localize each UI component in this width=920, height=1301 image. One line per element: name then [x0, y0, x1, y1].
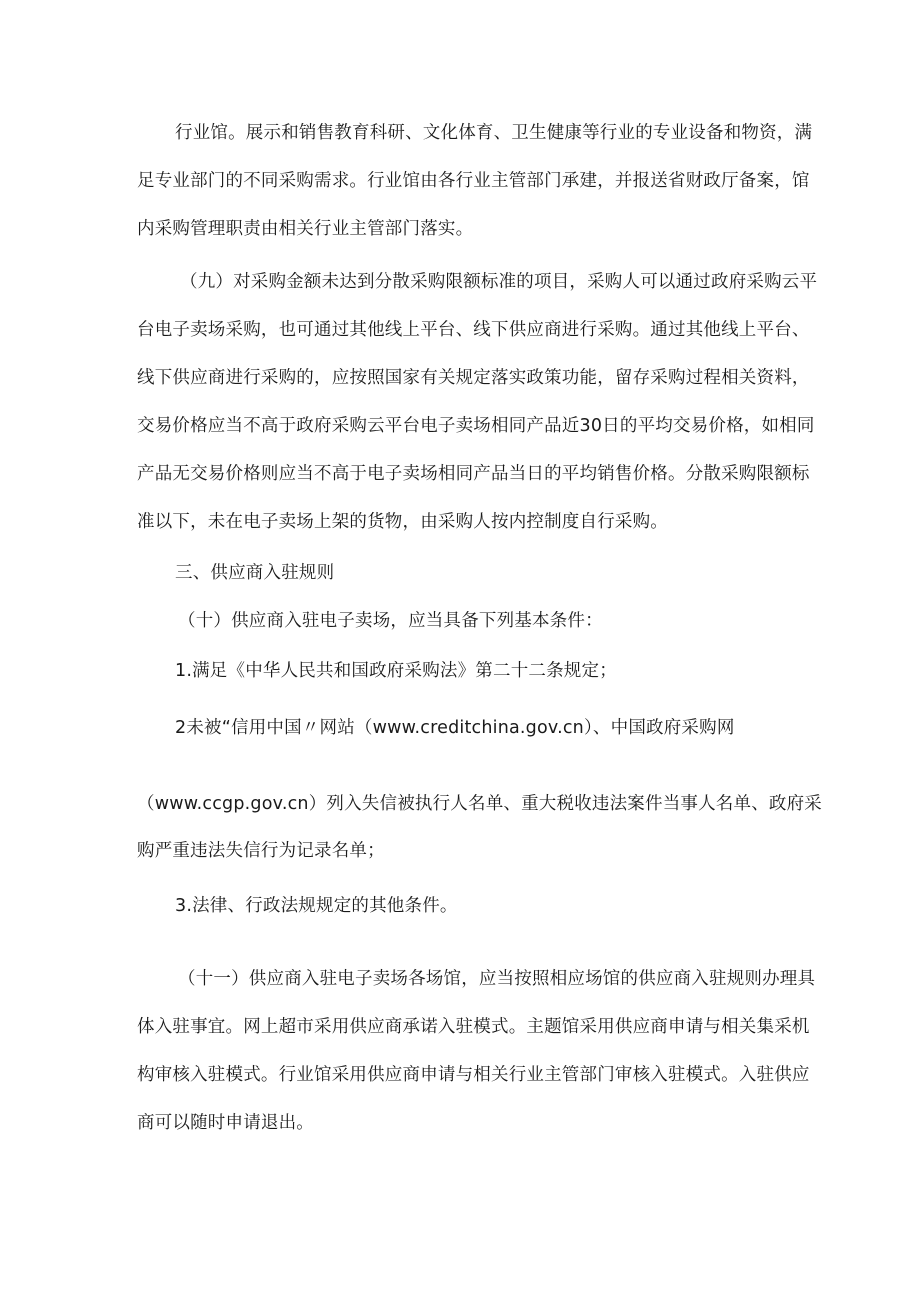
list-item: 1.满足《中华人民共和国政府采购法》第二十二条规定； [175, 661, 617, 681]
text-line: 商可以随时申请退出。 [137, 1113, 314, 1133]
text-line: 准以下，未在电子卖场上架的货物，由采购人按内控制度自行采购。 [137, 512, 668, 532]
text-line: 台电子卖场采购，也可通过其他线上平台、线下供应商进行采购。通过其他线上平台、 [137, 320, 810, 340]
text-line: 产品无交易价格则应当不高于电子卖场相同产品当日的平均销售价格。分散采购限额标 [137, 464, 810, 484]
text-line: （十一）供应商入驻电子卖场各场馆，应当按照相应场馆的供应商入驻规则办理具 [178, 969, 816, 989]
list-item: 3.法律、行政法规规定的其他条件。 [175, 896, 458, 916]
list-item: 2未被“信用中国〃网站（www.creditchina.gov.cn）、中国政府采购网 [175, 718, 735, 738]
text-line: （九）对采购金额未达到分散采购限额标准的项目，采购人可以通过政府采购云平 [180, 272, 818, 292]
text-line: 购严重违法失信行为记录名单； [137, 841, 385, 861]
text-line: （www.ccgp.gov.cn）列入失信被执行人名单、重大税收违法案件当事人名单、政府采 [137, 794, 823, 814]
text-line: 内采购管理职责由相关行业主管部门落实。 [137, 219, 474, 239]
text-line: 行业馆。展示和销售教育科研、文化体育、卫生健康等行业的专业设备和物资，满 [175, 123, 813, 143]
section-heading: 三、供应商入驻规则 [175, 563, 335, 583]
text-line: （十）供应商入驻电子卖场，应当具备下列基本条件： [178, 611, 603, 631]
text-line: 构审核入驻模式。行业馆采用供应商申请与相关行业主管部门审核入驻模式。入驻供应 [137, 1065, 810, 1085]
text-line: 线下供应商进行采购的，应按照国家有关规定落实政策功能，留存采购过程相关资料， [137, 368, 810, 388]
text-line: 交易价格应当不高于政府采购云平台电子卖场相同产品近30日的平均交易价格，如相同 [137, 416, 815, 436]
text-line: 体入驻事宜。网上超市采用供应商承诺入驻模式。主题馆采用供应商申请与相关集采机 [137, 1017, 810, 1037]
text-line: 足专业部门的不同采购需求。行业馆由各行业主管部门承建，并报送省财政厅备案，馆 [137, 171, 810, 191]
